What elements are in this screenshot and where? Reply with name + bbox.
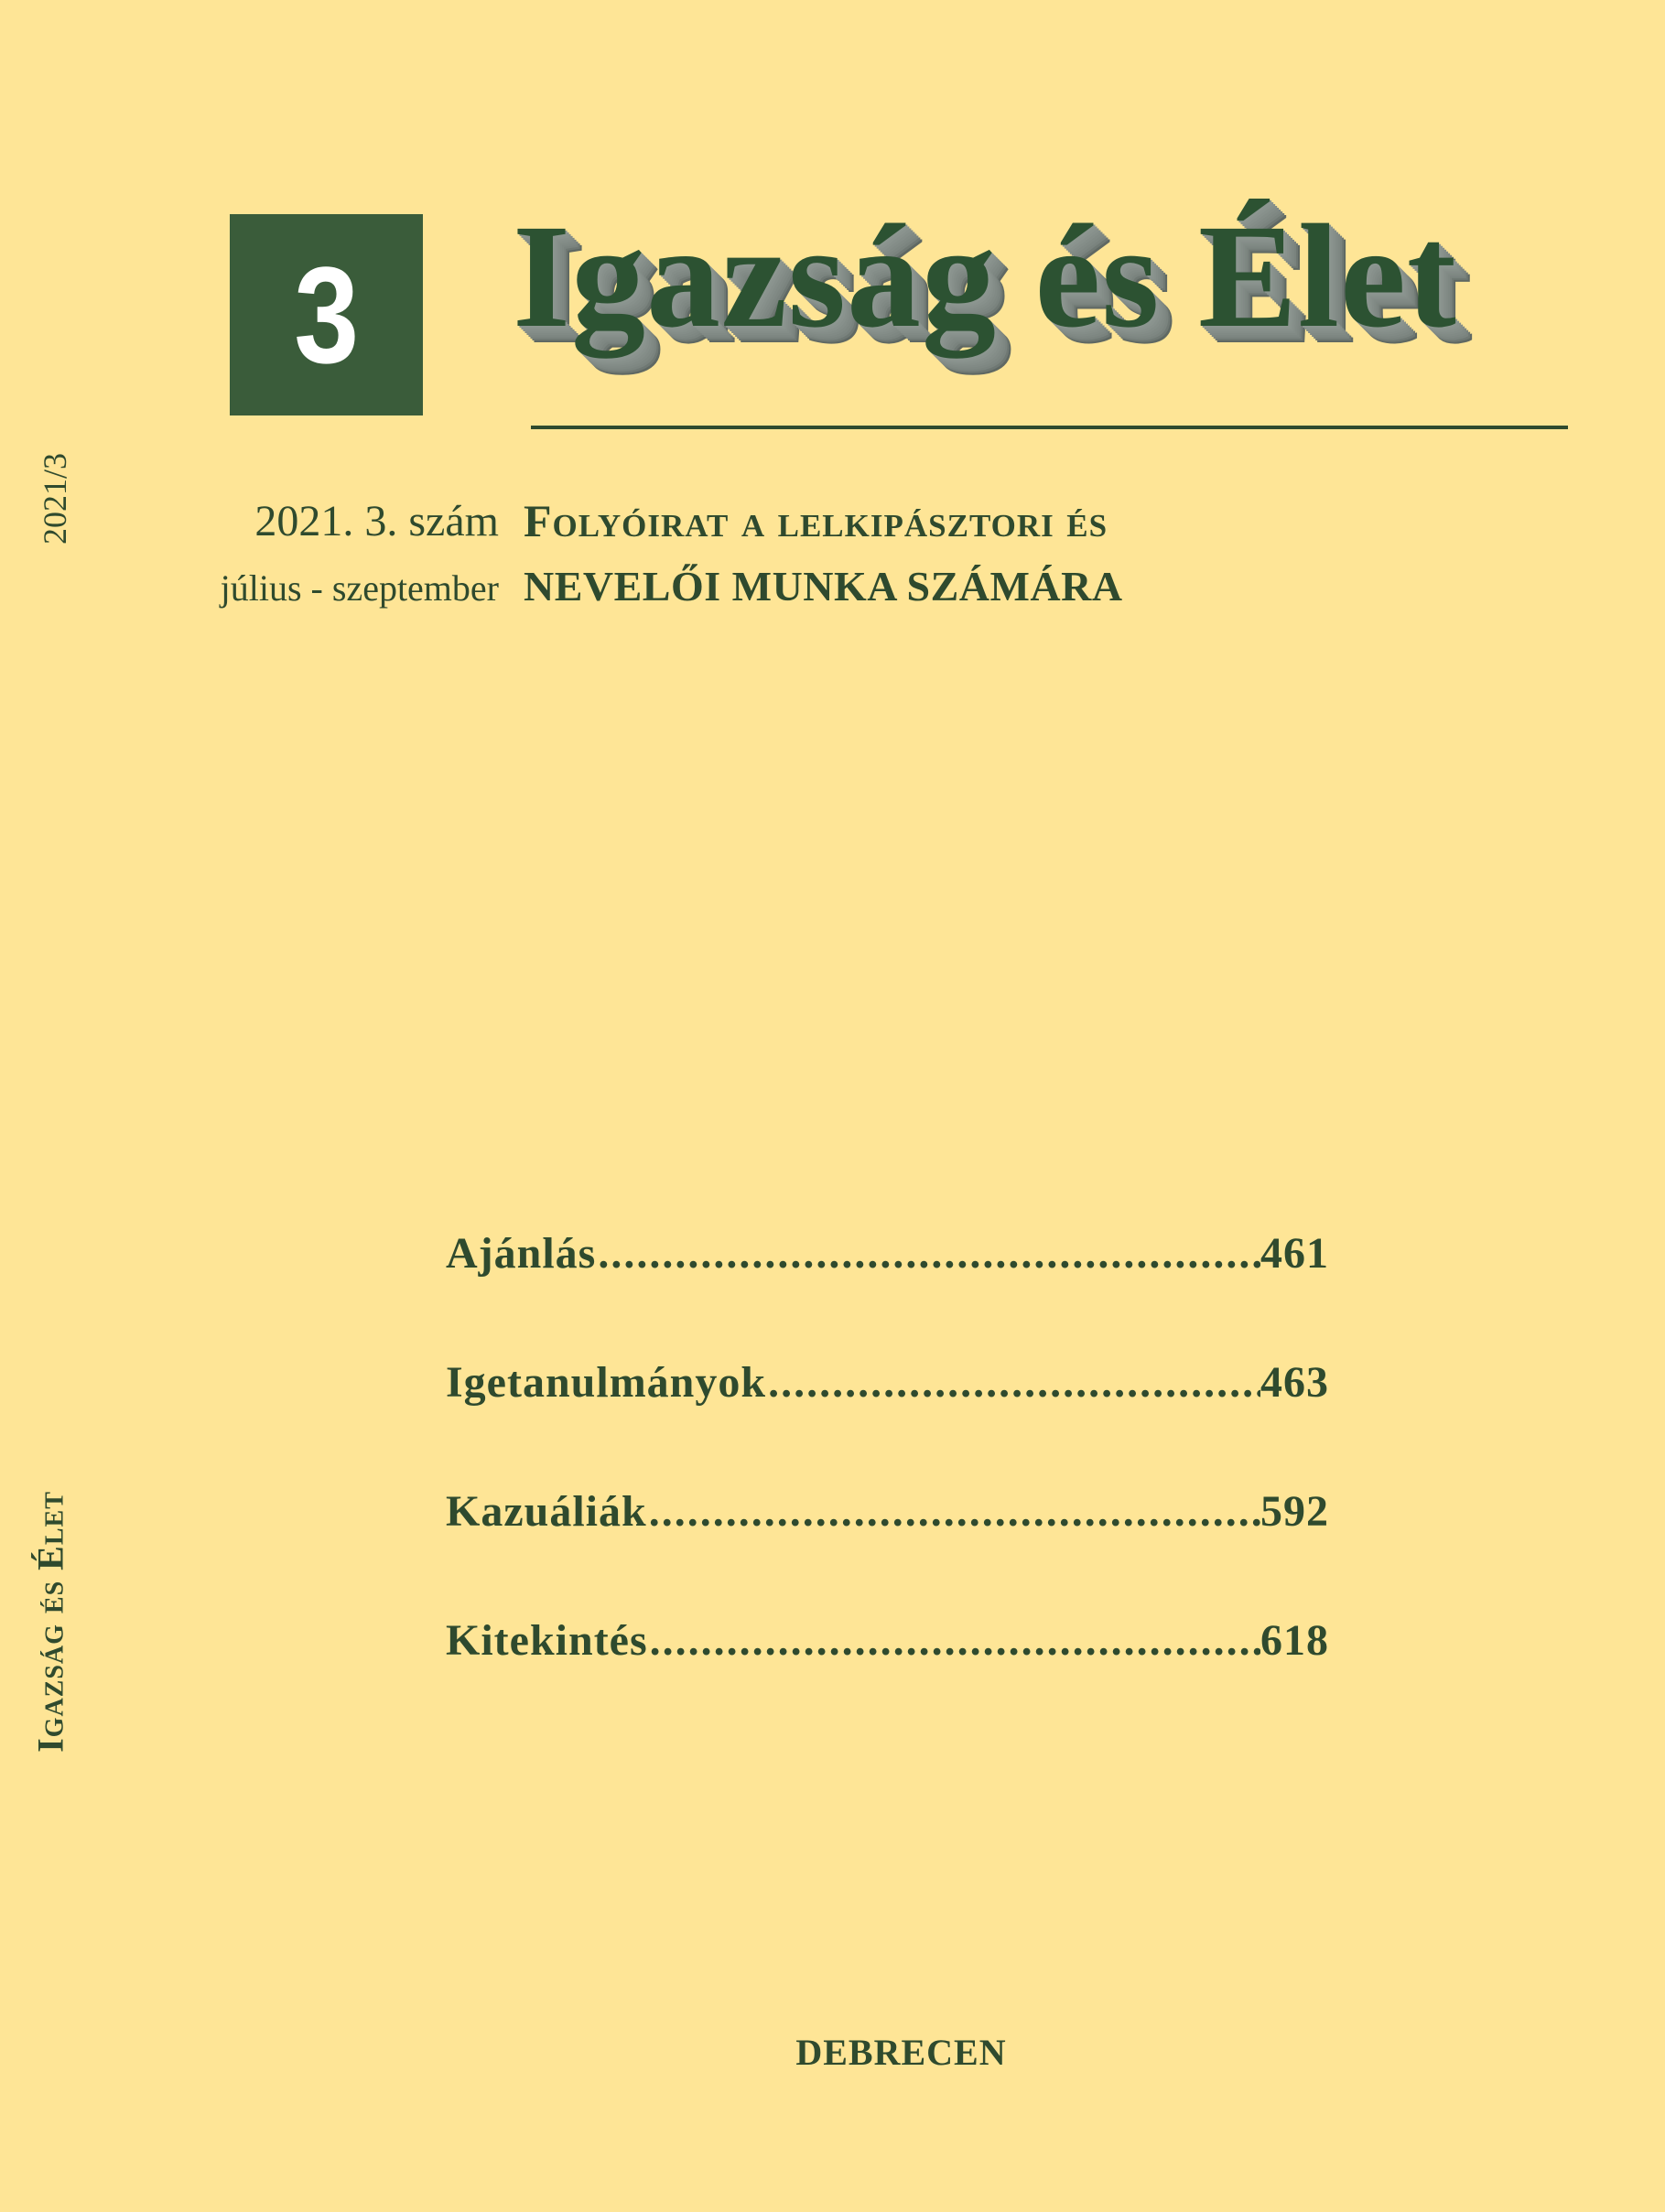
toc-entry-page: 461 <box>1260 1229 1329 1278</box>
toc-entry-label: Igetanulmányok <box>446 1358 767 1407</box>
issue-number: 3 <box>294 238 359 392</box>
issue-period: július - szeptember <box>220 567 499 609</box>
spine-title-label: Igazság és Élet <box>29 1491 71 1753</box>
toc-entry-label: Kitekintés <box>446 1616 648 1665</box>
issue-info <box>221 496 499 611</box>
toc-entry[interactable] <box>446 1355 1329 1410</box>
toc-entry-page: 592 <box>1260 1487 1329 1536</box>
toc-entry-label: Ajánlás <box>446 1229 597 1278</box>
subtitle-line-1: Folyóirat a lelkipásztori és <box>524 495 1108 546</box>
journal-title: Igazság és Élet <box>513 195 1457 359</box>
toc-leader-dots <box>648 1613 1260 1668</box>
toc-leader-dots <box>647 1484 1260 1539</box>
issue-number-box <box>230 214 423 415</box>
table-of-contents <box>446 1226 1329 1743</box>
toc-leader-dots <box>596 1226 1260 1281</box>
toc-leader-dots <box>766 1355 1260 1410</box>
journal-subtitle <box>524 494 1123 611</box>
toc-entry[interactable] <box>446 1613 1329 1668</box>
toc-entry[interactable] <box>446 1226 1329 1281</box>
toc-entry-label: Kazuáliák <box>446 1487 647 1536</box>
toc-entry[interactable] <box>446 1484 1329 1539</box>
toc-entry-page: 618 <box>1260 1616 1329 1665</box>
title-divider <box>531 426 1568 429</box>
spine-issue-label: 2021/3 <box>37 452 73 545</box>
publication-place: DEBRECEN <box>795 2032 1007 2073</box>
toc-entry-page: 463 <box>1260 1358 1329 1407</box>
subtitle-line-2: NEVELŐI MUNKA SZÁMÁRA <box>524 563 1123 610</box>
issue-line: 2021. 3. szám <box>254 497 499 545</box>
